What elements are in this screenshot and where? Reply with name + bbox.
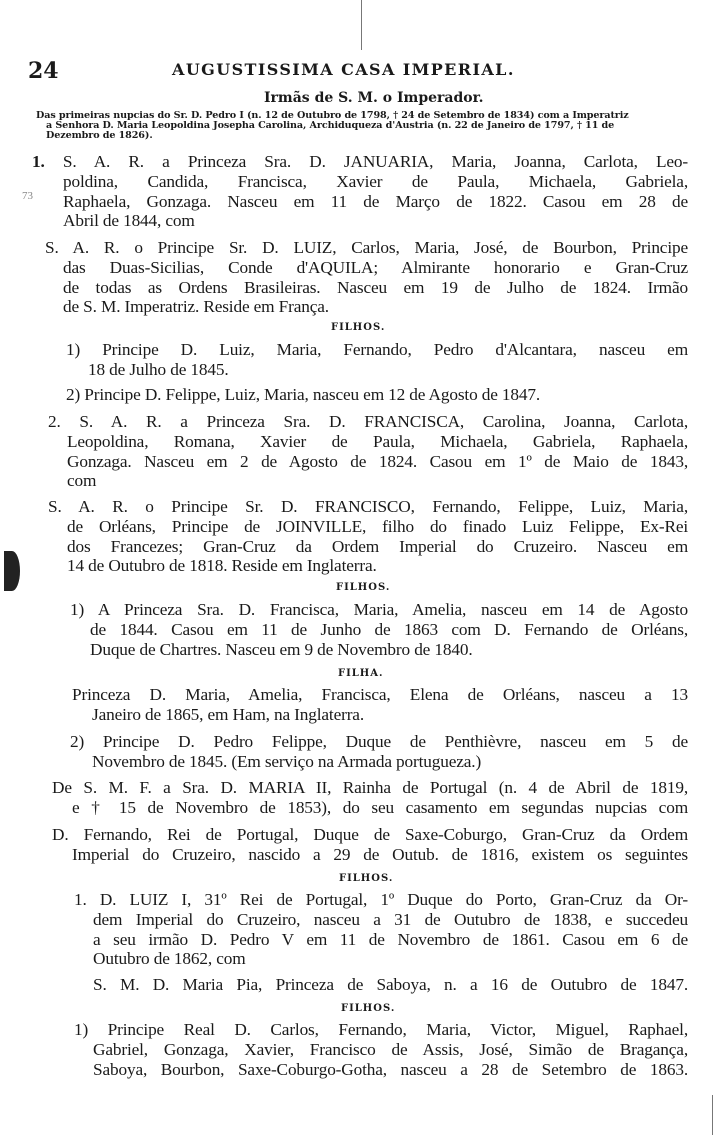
entry-line: Abril de 1844, com	[63, 211, 195, 231]
entry-line: de Orléans, Principe de JOINVILLE, filho do finado Luiz Felippe, Ex-Rei	[67, 517, 688, 536]
entry-maria-ii	[52, 778, 688, 798]
scan-crease-line	[361, 0, 362, 50]
entry-marker: 1.	[32, 152, 45, 171]
grandchild-entry-maria-amelia	[72, 685, 688, 705]
entry-line: 14 de Outubro de 1818. Reside em Inglaterra.	[67, 556, 377, 576]
entry-line: 1) Principe Real D. Carlos, Fernando, Maria, Victor, Miguel, Raphael,	[74, 1020, 688, 1039]
entry-line: Duque de Chartres. Nasceu em 9 de Novembro de 1840.	[90, 639, 473, 659]
child-entry-felippe	[66, 385, 688, 405]
entry-line: dem Imperial do Cruzeiro, nasceu a 31 de Outubro de 1838, e succedeu	[93, 910, 688, 929]
entry-januaria-cont	[63, 172, 688, 231]
entry-line: Janeiro de 1865, em Ham, na Inglaterra.	[92, 705, 364, 724]
page-number: 24	[28, 58, 59, 84]
entry-fernando	[52, 825, 688, 845]
entry-line: de todas as Ordens Brasileiras. Nasceu em 19 de Julho de 1824. Irmão	[63, 277, 688, 297]
entry-line: 2) Principe D. Felippe, Luiz, Maria, nasceu em 12 de Agosto de 1847.	[66, 385, 541, 404]
entry-line: a seu irmão D. Pedro V em 11 de Novembro de 1861. Casou em 6 de	[93, 929, 688, 949]
child-entry-francisca	[70, 600, 688, 620]
intro-note-line: Das primeiras nupcias do Sr. D. Pedro I (n. 12 de Outubro de 1798, † 24 de Setembro de 1834) com a Imperatriz	[36, 110, 629, 121]
entry-line: Gonzaga. Nasceu em 2 de Agosto de 1824. Casou em 1º de Maio de 1843,	[67, 451, 688, 471]
entry-line: Princeza D. Maria, Amelia, Francisca, Elena de Orléans, nasceu a 13	[72, 685, 688, 704]
section-label-filhos: FILHOS.	[336, 582, 391, 593]
entry-line: S. A. R. o Principe Sr. D. FRANCISCO, Fernando, Felippe, Luiz, Maria,	[48, 497, 688, 516]
child-entry-luiz-cont	[88, 360, 688, 380]
entry-line: poldina, Candida, Francisca, Xavier de Paula, Michaela, Gabriela,	[63, 172, 688, 191]
entry-francisca-cont	[67, 432, 688, 491]
entry-line: D. Fernando, Rei de Portugal, Duque de Saxe-Coburgo, Gran-Cruz da Ordem	[52, 825, 688, 844]
entry-maria-pia	[93, 975, 688, 995]
entry-line: Saboya, Bourbon, Saxe-Coburgo-Gotha, nasceu a 28 de Setembro de 1863.	[93, 1059, 688, 1079]
entry-luiz-i-cont	[93, 910, 688, 969]
entry-line: 1) A Princeza Sra. D. Francisca, Maria, Amelia, nasceu em 14 de Agosto	[70, 600, 688, 619]
section-label-filha: FILHA.	[338, 668, 384, 679]
entry-line: S. A. R. o Principe Sr. D. LUIZ, Carlos, Maria, José, de Bourbon, Principe	[45, 238, 688, 257]
grandchild-entry-maria-amelia-cont	[92, 705, 688, 725]
entry-line: 18 de Julho de 1845.	[88, 360, 229, 379]
running-head: AUGUSTISSIMA CASA IMPERIAL.	[172, 60, 515, 79]
section-label-filhos: FILHOS.	[341, 1003, 396, 1014]
entry-line: S. A. R. a Princeza Sra. D. JANUARIA, Maria, Joanna, Carlota, Leo-	[62, 152, 688, 171]
entry-luiz-bourbon	[45, 238, 688, 258]
child-entry-francisca-cont	[90, 620, 688, 659]
entry-luiz-bourbon-cont	[63, 258, 688, 317]
intro-note-line: Dezembro de 1826).	[46, 130, 153, 141]
entry-luiz-i	[74, 890, 688, 910]
intro-note-line: a Senhora D. Maria Leopoldina Josepha Carolina, Archiduqueza d'Austria (n. 22 de Janeiro de 1797, † 11 de	[46, 120, 615, 131]
child-entry-pedro-felippe	[70, 732, 688, 752]
entry-line: com	[67, 471, 97, 491]
entry-line: De S. M. F. a Sra. D. MARIA II, Rainha de Portugal (n. 4 de Abril de 1819,	[52, 778, 688, 797]
section-title: Irmãs de S. M. o Imperador.	[264, 90, 484, 106]
child-entry-carlos-cont	[93, 1040, 688, 1079]
section-label-filhos: FILHOS.	[339, 873, 394, 884]
entry-line: Novembro de 1845. (Em serviço na Armada portugueza.)	[92, 752, 482, 771]
ink-blot-mark	[4, 551, 20, 591]
entry-francisco-joinville	[48, 497, 688, 517]
entry-line: 2. S. A. R. a Princeza Sra. D. FRANCISCA, Carolina, Joanna, Carlota,	[48, 412, 688, 431]
child-entry-carlos	[74, 1020, 688, 1040]
entry-line: e † 15 de Novembro de 1853), do seu casamento em segundas nupcias com	[72, 798, 688, 817]
entry-line: das Duas-Sicilias, Conde d'AQUILA; Almirante honorario e Gran-Cruz	[63, 258, 688, 277]
entry-line: Raphaela, Gonzaga. Nasceu em 11 de Março de 1822. Casou em 28 de	[63, 191, 688, 211]
scan-edge-line	[712, 1095, 713, 1135]
child-entry-luiz	[66, 340, 688, 360]
entry-line: de S. M. Imperatriz. Reside em França.	[63, 297, 329, 317]
entry-line: Imperial do Cruzeiro, nascido a 29 de Outub. de 1816, existem os seguintes	[72, 845, 688, 864]
margin-annotation: 73	[22, 190, 33, 202]
entry-maria-ii-cont	[72, 798, 688, 818]
section-label-filhos: FILHOS.	[331, 322, 386, 333]
entry-francisca	[48, 412, 688, 432]
entry-line: de 1844. Casou em 11 de Junho de 1863 com D. Fernando de Orléans,	[90, 620, 688, 639]
entry-fernando-cont	[72, 845, 688, 865]
entry-line: 1) Principe D. Luiz, Maria, Fernando, Pedro d'Alcantara, nasceu em	[66, 340, 688, 359]
entry-francisco-joinville-cont	[67, 517, 688, 576]
child-entry-pedro-felippe-cont	[92, 752, 688, 772]
entry-line: dos Francezes; Gran-Cruz da Ordem Imperial do Cruzeiro. Nasceu em	[67, 536, 688, 556]
entry-line: 2) Principe D. Pedro Felippe, Duque de Penthièvre, nasceu em 5 de	[70, 732, 688, 751]
entry-line: Gabriel, Gonzaga, Xavier, Francisco de Assis, José, Simão de Bragança,	[93, 1040, 688, 1059]
entry-line: S. M. D. Maria Pia, Princeza de Saboya, n. a 16 de Outubro de 1847.	[93, 975, 688, 994]
intro-note	[36, 111, 704, 141]
entry-januaria	[32, 152, 688, 172]
entry-line: Outubro de 1862, com	[93, 949, 246, 969]
entry-line: 1. D. LUIZ I, 31º Rei de Portugal, 1º Duque do Porto, Gran-Cruz da Or-	[74, 890, 688, 909]
entry-line: Leopoldina, Romana, Xavier de Paula, Michaela, Gabriela, Raphaela,	[67, 432, 688, 451]
